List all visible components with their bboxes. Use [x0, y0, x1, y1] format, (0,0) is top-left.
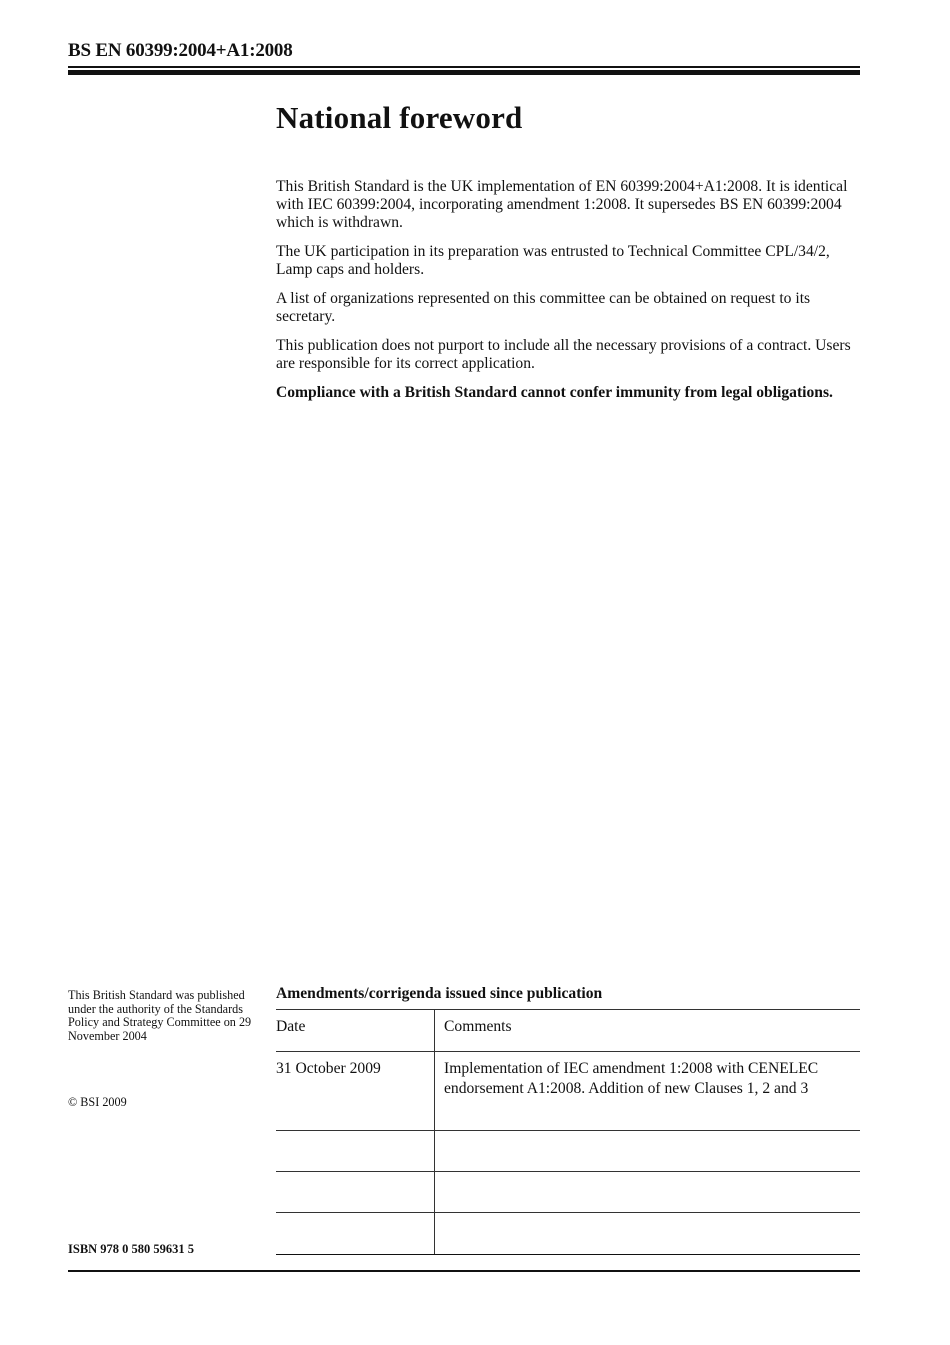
- table-row: [276, 1052, 860, 1131]
- paragraph-participation: The UK participation in its preparation was entrusted to Technical Committee CPL/34/2, Lamp caps and holders.: [276, 243, 830, 278]
- footer-rule: [68, 1270, 860, 1272]
- amendment-date: [276, 1131, 435, 1172]
- column-header-comments: Comments: [435, 1010, 861, 1052]
- table-row: [276, 1172, 860, 1213]
- amendment-comments: [435, 1131, 861, 1172]
- table-row: [276, 1213, 860, 1255]
- paragraph-implementation: This British Standard is the UK implementation of EN 60399:2004+A1:2008. It is identical with IEC 60399:2004, incorporating amendment 1:2008. It supersedes BS EN 60399:2004 which is withdrawn.: [276, 178, 848, 231]
- amendment-date: [276, 1172, 435, 1213]
- amendments-table: [276, 1009, 860, 1255]
- publication-note: This British Standard was published under the authority of the Standards Policy and Strategy Committee on 29 November 2004: [68, 988, 252, 1043]
- header-rule-thin: [68, 66, 860, 68]
- amendment-date: 31 October 2009: [276, 1052, 435, 1131]
- amendments-title: Amendments/corrigenda issued since publication: [276, 985, 603, 1002]
- amendment-comments: Implementation of IEC amendment 1:2008 with CENELEC endorsement A1:2008. Addition of new Clauses 1, 2 and 3: [435, 1052, 861, 1131]
- foreword-body: [276, 178, 852, 413]
- table-header-row: [276, 1010, 860, 1052]
- page-title: National foreword: [276, 100, 523, 135]
- amendment-comments: [435, 1213, 861, 1255]
- amendment-comments: [435, 1172, 861, 1213]
- paragraph-organizations: A list of organizations represented on this committee can be obtained on request to its secretary.: [276, 290, 811, 325]
- copyright: © BSI 2009: [68, 1095, 127, 1109]
- table-row: [276, 1131, 860, 1172]
- amendment-date: [276, 1213, 435, 1255]
- header-rule-thick: [68, 70, 860, 75]
- column-header-date: Date: [276, 1010, 435, 1052]
- paragraph-disclaimer: This publication does not purport to include all the necessary provisions of a contract. Users are responsible for its correct application.: [276, 337, 851, 372]
- compliance-notice: Compliance with a British Standard cannot confer immunity from legal obligations.: [276, 384, 833, 401]
- document-id: BS EN 60399:2004+A1:2008: [68, 40, 293, 61]
- isbn: ISBN 978 0 580 59631 5: [68, 1242, 195, 1256]
